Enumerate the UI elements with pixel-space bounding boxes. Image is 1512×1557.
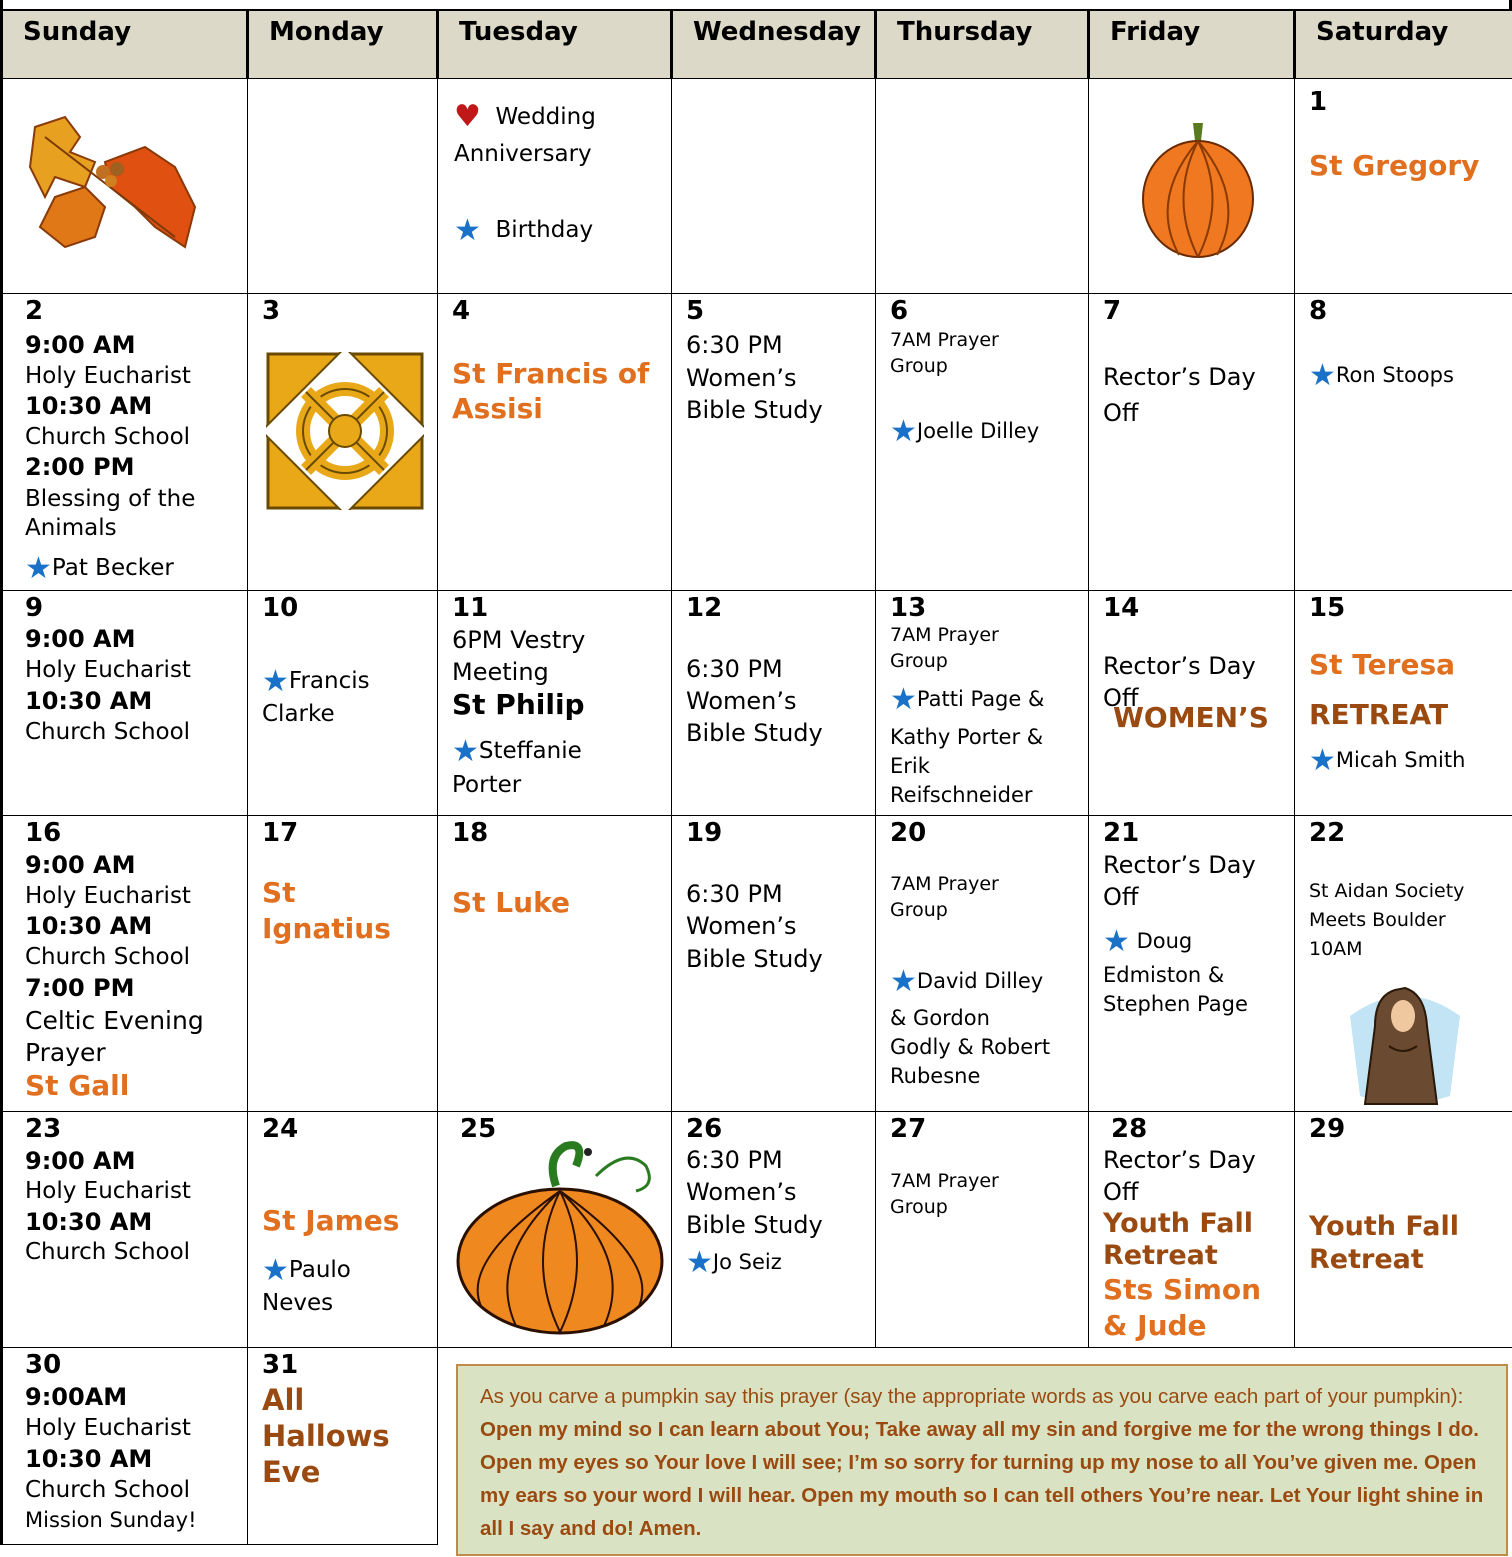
event-label: Rector’s Day: [1103, 851, 1256, 879]
day-cell: [2, 1112, 248, 1348]
event-label: Women’s: [686, 687, 797, 715]
birthday-name: Porter: [452, 772, 522, 798]
event-label: 7AM Prayer: [890, 873, 999, 895]
event-time: 10:30 AM: [25, 1445, 153, 1473]
event-time: 10:30 AM: [25, 912, 153, 940]
event-time: 6:30 PM: [686, 331, 783, 359]
event-label: Meeting: [452, 658, 549, 686]
birthday-name: & Gordon: [890, 1006, 990, 1030]
header-row: [2, 11, 1512, 79]
day-cell: [248, 816, 438, 1112]
header-thursday: Thursday: [876, 11, 1089, 79]
event-label: 7AM Prayer: [890, 329, 999, 351]
birthday-name: Joelle Dilley: [916, 419, 1040, 443]
day-cell: [2, 816, 248, 1112]
event-label: Group: [890, 650, 948, 672]
event-label: Women’s: [686, 364, 797, 392]
day-number: 12: [686, 593, 723, 623]
day-number: 11: [452, 593, 489, 623]
day-cell: [876, 294, 1089, 591]
event-time: 6:30 PM: [686, 880, 783, 908]
day-number: 26: [686, 1114, 723, 1144]
star-icon: ★: [890, 414, 917, 449]
event-label: Holy Eucharist: [25, 1178, 191, 1204]
feast-label: Assisi: [452, 392, 543, 425]
day-cell: [438, 294, 672, 591]
event-label: Off: [1103, 399, 1139, 427]
event-label: 7AM Prayer: [890, 624, 999, 646]
feast-label: Ignatius: [262, 912, 391, 945]
retreat-label: Youth Fall: [1309, 1211, 1459, 1242]
event-label: Holy Eucharist: [25, 657, 191, 683]
event-label: Rector’s Day: [1103, 652, 1256, 680]
day-number: 30: [25, 1350, 62, 1380]
header-tuesday: Tuesday: [438, 11, 672, 79]
day-cell: [672, 79, 876, 294]
day-cell: [1295, 816, 1512, 1112]
event-label: Women’s: [686, 912, 797, 940]
monk-icon: [1345, 976, 1465, 1110]
day-cell: [248, 1112, 438, 1348]
day-cell: [438, 1112, 672, 1348]
star-icon: ★: [454, 213, 481, 248]
day-cell: [1295, 591, 1512, 816]
birthday-name: Jo Seiz: [712, 1250, 782, 1274]
day-number: 20: [890, 818, 927, 848]
birthday-name: Reifschneider: [890, 783, 1033, 807]
day-cell: [672, 591, 876, 816]
day-cell: [876, 1112, 1089, 1348]
event-time: 6:30 PM: [686, 655, 783, 683]
day-number: 9: [25, 593, 44, 623]
birthday-name: Steffanie: [478, 738, 582, 764]
day-cell: [1089, 294, 1295, 591]
feast-label: St: [262, 876, 296, 909]
day-number: 19: [686, 818, 723, 848]
day-number: 8: [1309, 296, 1328, 326]
day-number: 22: [1309, 818, 1346, 848]
day-cell: [1089, 591, 1295, 816]
event-time: 6:30 PM: [686, 1146, 783, 1174]
event-time: 9:00 AM: [25, 1147, 136, 1175]
event-time: 9:00AM: [25, 1383, 128, 1411]
day-cell: [248, 79, 438, 294]
feast-label: & Jude: [1103, 1309, 1207, 1342]
retreat-label: Retreat: [1103, 1240, 1218, 1271]
star-icon: ★: [25, 551, 52, 586]
day-number: 31: [262, 1350, 299, 1380]
star-icon: ★: [1309, 358, 1336, 393]
day-cell: [2, 294, 248, 591]
birthday-name: Rubesne: [890, 1064, 981, 1088]
birthday-name: Kathy Porter &: [890, 725, 1044, 749]
day-cell: [1295, 294, 1512, 591]
star-icon: ★: [452, 734, 479, 769]
event-label: Rector’s Day: [1103, 1146, 1256, 1174]
header-sunday: Sunday: [2, 11, 248, 79]
event-label: Church School: [25, 424, 191, 450]
event-time: 9:00 AM: [25, 851, 136, 879]
header-saturday: Saturday: [1295, 11, 1512, 79]
day-number: 6: [890, 296, 909, 326]
birthday-name: Ron Stoops: [1335, 363, 1454, 387]
feast-label: St Teresa: [1309, 648, 1456, 681]
day-number: 29: [1309, 1114, 1346, 1144]
birthday-name: Paulo: [288, 1257, 351, 1283]
day-number: 14: [1103, 593, 1140, 623]
event-label: St Aidan Society: [1309, 880, 1465, 902]
feast-label: St Philip: [452, 688, 585, 721]
header-monday: Monday: [248, 11, 438, 79]
day-number: 21: [1103, 818, 1140, 848]
day-cell: [248, 294, 438, 591]
day-cell: [876, 816, 1089, 1112]
day-number: 18: [452, 818, 489, 848]
event-label: Prayer: [25, 1038, 106, 1067]
day-cell: [672, 816, 876, 1112]
event-label: Church School: [25, 1477, 191, 1503]
feast-label: St Luke: [452, 886, 570, 919]
week-row: [2, 1112, 1512, 1348]
day-number: 7: [1103, 296, 1122, 326]
birthday-name: Doug: [1136, 929, 1193, 953]
star-icon: ★: [1103, 924, 1130, 959]
birthday-name: David Dilley: [916, 969, 1044, 993]
retreat-label: Youth Fall: [1103, 1208, 1253, 1239]
birthday-name: Patti Page &: [916, 687, 1045, 711]
week-row: [2, 816, 1512, 1112]
day-cell: [876, 79, 1089, 294]
event-label: 10AM: [1309, 938, 1363, 960]
event-label: Church School: [25, 719, 191, 745]
feast-label: St Francis of: [452, 357, 650, 390]
retreat-label: WOMEN’S: [1113, 701, 1269, 734]
event-label: Holy Eucharist: [25, 1415, 191, 1441]
feast-label: Sts Simon: [1103, 1273, 1262, 1306]
day-number: 24: [262, 1114, 299, 1144]
event-label: Bible Study: [686, 396, 823, 424]
day-cell: [1089, 79, 1295, 294]
day-cell: [2, 79, 248, 294]
event-label: Off: [1103, 684, 1139, 712]
event-time: 10:30 AM: [25, 687, 153, 715]
heart-icon: ♥: [454, 99, 481, 134]
day-cell: [248, 591, 438, 816]
week-row: [2, 294, 1512, 591]
day-number: 17: [262, 818, 299, 848]
birthday-name: Francis: [288, 668, 370, 694]
day-number: 13: [890, 593, 927, 623]
retreat-label: RETREAT: [1309, 698, 1449, 731]
event-label: Off: [1103, 883, 1139, 911]
event-label: Rector’s Day: [1103, 363, 1256, 391]
event-label: Bible Study: [686, 719, 823, 747]
event-label: 6PM Vestry: [452, 626, 586, 654]
feast-label: All: [262, 1383, 305, 1417]
day-cell: [248, 1348, 438, 1545]
event-label: Bible Study: [686, 1211, 823, 1239]
event-label: Blessing of the: [25, 486, 196, 512]
event-time: 2:00 PM: [25, 453, 135, 481]
event-time: 10:30 AM: [25, 1208, 153, 1236]
day-number: 25: [460, 1114, 497, 1144]
feast-label: St Gall: [25, 1069, 130, 1102]
star-icon: ★: [890, 682, 917, 717]
event-label: Mission Sunday!: [25, 1508, 197, 1532]
feast-label: St Gregory: [1309, 149, 1480, 182]
day-cell: [1089, 1112, 1295, 1348]
feast-label: Eve: [262, 1455, 321, 1489]
day-cell: [438, 79, 672, 294]
birthday-label: Birthday: [495, 217, 594, 243]
day-cell: [2, 1348, 248, 1545]
feast-label: Hallows: [262, 1419, 390, 1453]
birthday-name: Erik: [890, 754, 930, 778]
star-icon: ★: [890, 964, 917, 999]
pumpkin-with-bee-icon: [456, 1136, 668, 1336]
event-label: Holy Eucharist: [25, 363, 191, 389]
event-label: Church School: [25, 1239, 191, 1265]
day-number: 1: [1309, 87, 1328, 117]
birthday-name: Stephen Page: [1103, 992, 1248, 1016]
anniversary-label: Wedding: [495, 104, 596, 130]
birthday-name: Godly & Robert: [890, 1035, 1051, 1059]
birthday-name: Neves: [262, 1290, 334, 1316]
autumn-leaves-icon: [25, 107, 203, 257]
day-cell: [438, 591, 672, 816]
day-cell: [1089, 816, 1295, 1112]
celtic-knot-icon: [266, 352, 424, 510]
day-cell: [1295, 79, 1512, 294]
event-time: 9:00 AM: [25, 331, 136, 359]
event-label: Group: [890, 355, 948, 377]
event-label: Group: [890, 1196, 948, 1218]
event-label: Animals: [25, 515, 117, 541]
day-cell: [672, 1112, 876, 1348]
header-friday: Friday: [1089, 11, 1295, 79]
birthday-name: Clarke: [262, 701, 335, 727]
star-icon: ★: [262, 1253, 289, 1288]
day-number: 15: [1309, 593, 1346, 623]
day-number: 3: [262, 296, 281, 326]
event-label: Bible Study: [686, 945, 823, 973]
prayer-body: Open my mind so I can learn about You; Take away all my sin and forgive me for the wrong things I do. Open my eyes so Your love I will see; I’m so sorry for turning up my nose to all You’ve given me. Open my ears so your word I will hear. Open my mouth so I can tell others You’re near. Let Your light shine in all I say and do! Amen.: [480, 1418, 1484, 1540]
day-cell: [876, 591, 1089, 816]
retreat-label: Retreat: [1309, 1244, 1424, 1275]
event-time: 7:00 PM: [25, 974, 135, 1002]
pumpkin-prayer-box: [456, 1364, 1508, 1556]
day-number: 27: [890, 1114, 927, 1144]
day-cell: [2, 591, 248, 816]
birthday-name: Edmiston &: [1103, 963, 1225, 987]
day-number: 16: [25, 818, 62, 848]
event-label: Group: [890, 899, 948, 921]
event-label: Off: [1103, 1178, 1139, 1206]
anniversary-label-2: Anniversary: [454, 141, 592, 167]
day-number: 5: [686, 296, 705, 326]
birthday-name: Micah Smith: [1335, 748, 1466, 772]
event-label: Meets Boulder: [1309, 909, 1446, 931]
star-icon: ★: [1309, 743, 1336, 778]
day-number: 10: [262, 593, 299, 623]
week-row: [2, 79, 1512, 294]
calendar-grid: [0, 10, 1512, 1545]
day-number: 2: [25, 296, 44, 326]
event-time: 9:00 AM: [25, 625, 136, 653]
header-wednesday: Wednesday: [672, 11, 876, 79]
day-number: 4: [452, 296, 471, 326]
day-cell: [672, 294, 876, 591]
week-row: [2, 591, 1512, 816]
day-cell: [1295, 1112, 1512, 1348]
birthday-name: Pat Becker: [51, 555, 174, 581]
event-label: Women’s: [686, 1178, 797, 1206]
event-label: Church School: [25, 944, 191, 970]
pumpkin-icon: [1139, 119, 1257, 259]
prayer-intro: As you carve a pumpkin say this prayer (say the appropriate words as you carve each part of your pumpkin):: [480, 1385, 1464, 1408]
event-label: 7AM Prayer: [890, 1170, 999, 1192]
day-number: 23: [25, 1114, 62, 1144]
feast-label: St James: [262, 1204, 400, 1237]
event-label: Celtic Evening: [25, 1006, 204, 1035]
star-icon: ★: [686, 1245, 713, 1280]
day-number: 28: [1111, 1114, 1148, 1144]
event-time: 10:30 AM: [25, 392, 153, 420]
day-cell: [438, 816, 672, 1112]
star-icon: ★: [262, 664, 289, 699]
event-label: Holy Eucharist: [25, 883, 191, 909]
